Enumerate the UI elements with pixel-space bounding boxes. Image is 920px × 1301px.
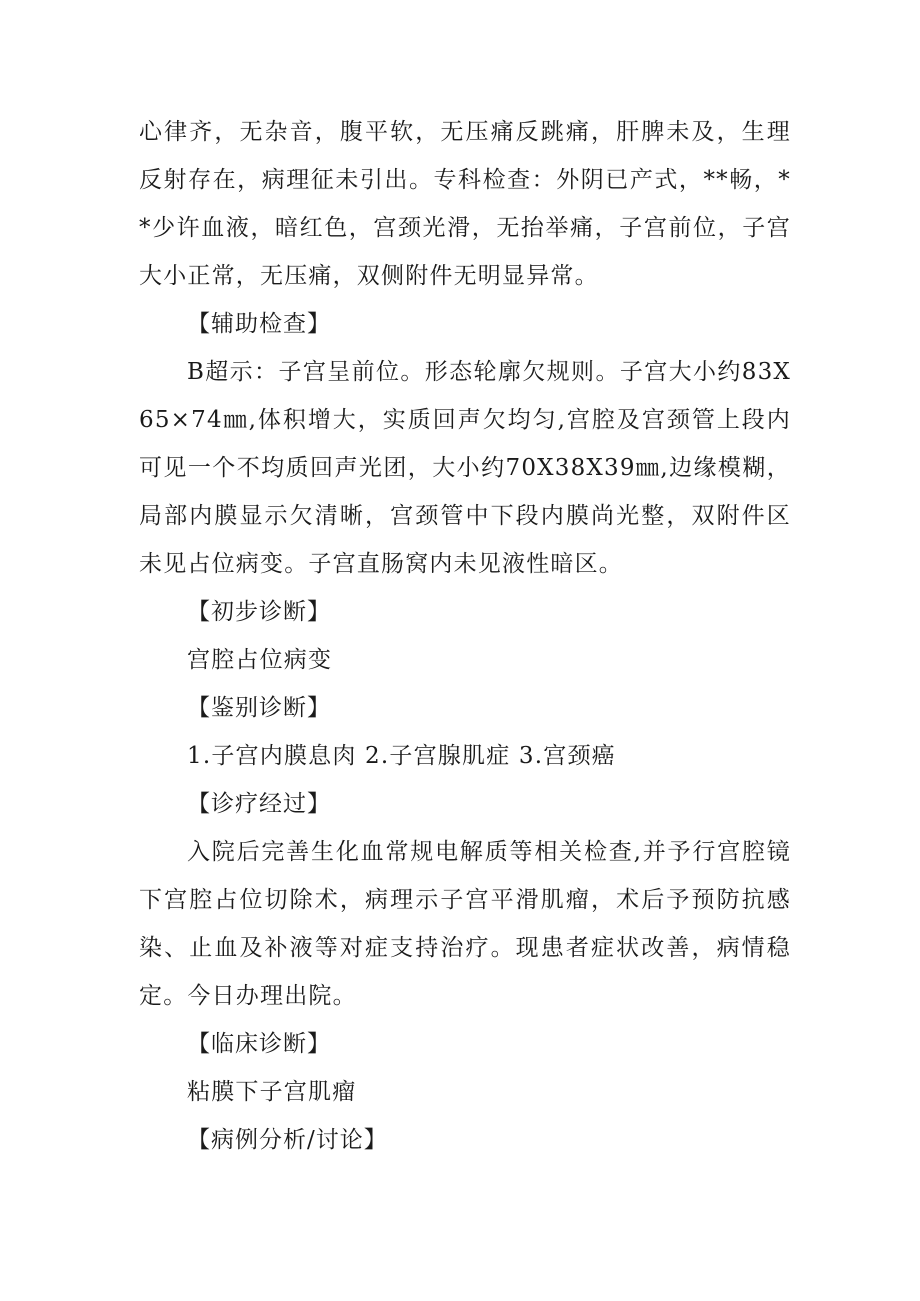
clinical-diagnosis-paragraph: 粘膜下子宫肌瘤: [187, 1079, 357, 1105]
treatment-course-paragraph: 入院后完善生化血常规电解质等相关检查,并予行宫腔镜下宫腔占位切除术，病理示子宫平滑肌瘤，术后予预防抗感染、止血及补液等对症支持治疗。现患者症状改善，病情稳定。今日办理出院。: [139, 839, 791, 1009]
section-heading-auxiliary-exam: 【辅助检查】: [187, 311, 331, 337]
section-heading-differential-diagnosis: 【鉴别诊断】: [187, 695, 331, 721]
differential-diagnosis-paragraph: 1.子宫内膜息肉 2.子宫腺肌症 3.宫颈癌: [187, 743, 616, 769]
section-heading-preliminary-diagnosis: 【初步诊断】: [187, 599, 331, 625]
section-heading-case-discussion: 【病例分析/讨论】: [187, 1127, 388, 1153]
section-heading-treatment-course: 【诊疗经过】: [187, 791, 331, 817]
preliminary-diagnosis-paragraph: 宫腔占位病变: [187, 647, 333, 673]
exam-findings-paragraph: 心律齐，无杂音，腹平软，无压痛反跳痛，肝脾未及，生理反射存在，病理征未引出。专科检查：外阴已产式，**畅，**少许血液，暗红色，宫颈光滑，无抬举痛，子宫前位，子宫大小正常，无压痛，双侧附件无明显异常。: [139, 119, 791, 289]
document-page: [139, 108, 791, 1164]
auxiliary-exam-paragraph: B超示：子宫呈前位。形态轮廓欠规则。子宫大小约83X65×74㎜,体积增大，实质回声欠均匀,宫腔及宫颈管上段内可见一个不均质回声光团，大小约70X38X39㎜,边缘模糊，局部内膜显示欠清晰，宫颈管中下段内膜尚光整，双附件区未见占位病变。子宫直肠窝内未见液性暗区。: [139, 359, 791, 577]
section-heading-clinical-diagnosis: 【临床诊断】: [187, 1031, 331, 1057]
